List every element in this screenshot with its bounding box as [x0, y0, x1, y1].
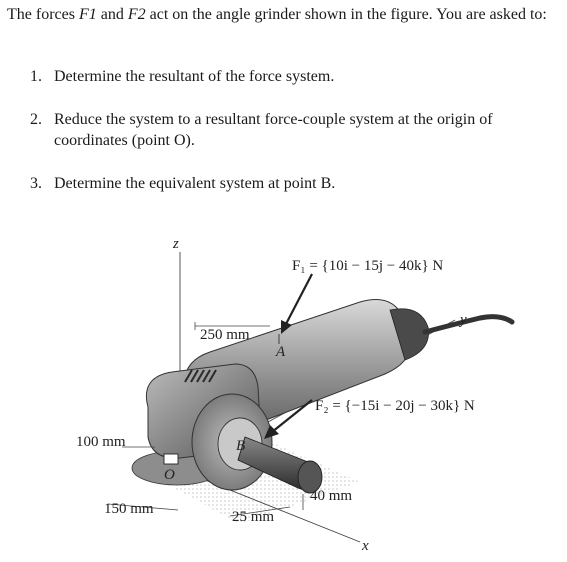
task-item-3 — [30, 173, 562, 194]
spindle-node — [164, 454, 178, 464]
power-cable — [425, 317, 512, 332]
task-item-2 — [30, 109, 562, 151]
z-axis-label: z — [173, 236, 179, 252]
figure-canvas — [60, 232, 560, 558]
task-text: Reduce the system to a resultant force-couple system at the origin of coordinates (point O). — [54, 111, 493, 149]
force-f2-label: F₂ = {−15i − 20j − 30k} N — [315, 398, 475, 414]
f1-symbol: F1 — [78, 6, 97, 23]
task-number: 1. — [30, 68, 42, 85]
task-text: Determine the resultant of the force system. — [54, 68, 335, 85]
angle-grinder-figure — [60, 232, 560, 558]
dim-40-label: 40 mm — [310, 488, 353, 504]
task-number: 2. — [30, 111, 42, 128]
task-number: 3. — [30, 175, 42, 192]
task-item-1 — [30, 66, 562, 87]
dim-150-label: 150 mm — [104, 501, 154, 517]
intro-text-3: act on the angle grinder shown in the figure. You are asked to: — [145, 6, 547, 23]
intro-text-2: and — [96, 6, 128, 23]
intro-text-1: The forces — [7, 6, 79, 23]
problem-intro — [7, 4, 559, 26]
y-axis-label: y — [460, 312, 467, 328]
task-text: Determine the equivalent system at point B. — [54, 175, 336, 192]
point-b-label: B — [236, 438, 246, 454]
force-f1-label: F₁ = {10i − 15j − 40k} N — [292, 258, 444, 274]
point-a-label: A — [276, 344, 286, 360]
f2-symbol: F2 — [127, 6, 146, 23]
point-o-label: O — [164, 467, 175, 483]
dim-25-label: 25 mm — [232, 509, 275, 525]
dim-250-label: 250 mm — [200, 327, 250, 343]
dim-100-label: 100 mm — [76, 434, 126, 450]
task-list — [30, 66, 562, 194]
x-axis-label: x — [362, 538, 369, 554]
force-f1-arrow — [286, 274, 312, 324]
